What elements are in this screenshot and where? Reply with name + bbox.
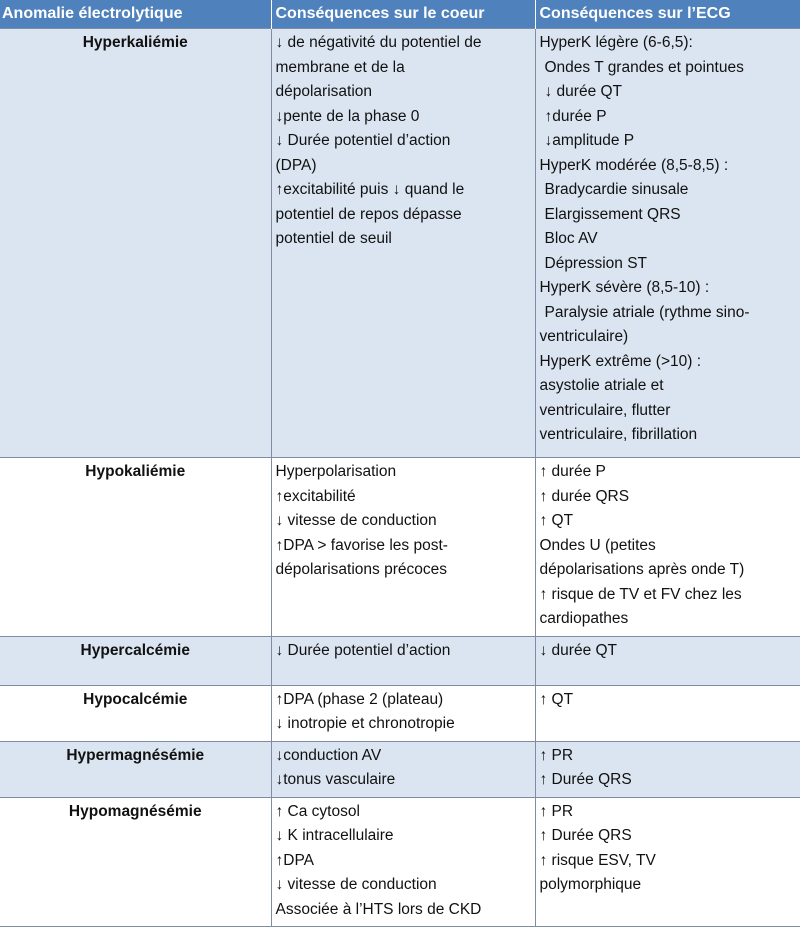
- heart-line: Hyperpolarisation: [275, 463, 397, 480]
- ecg-line: Ondes U (petites: [539, 536, 656, 554]
- ecg-cell: [535, 685, 800, 741]
- anomaly-cell: Hypomagnésémie: [0, 797, 271, 927]
- heart-cell: [271, 797, 535, 927]
- heart-cell: [271, 458, 535, 637]
- heart-line: Associée à l’HTS lors de CKD: [275, 900, 482, 918]
- ecg-line: Dépression ST: [544, 254, 648, 272]
- ecg-line: ↓amplitude P: [544, 132, 635, 149]
- heart-cell: [271, 741, 535, 797]
- heart-cell: [271, 685, 535, 741]
- ecg-line: ↑ durée QRS: [539, 487, 630, 505]
- heart-line: (DPA): [275, 156, 317, 174]
- ecg-line: ventriculaire, fibrillation: [539, 426, 698, 443]
- ecg-line: asystolie atriale et: [539, 377, 664, 394]
- ecg-line: HyperK sévère (8,5-10) :: [539, 279, 710, 296]
- ecg-line: ↓ durée QT: [544, 83, 623, 100]
- heart-line: ↓tonus vasculaire: [275, 771, 396, 788]
- table-row: [0, 741, 800, 797]
- anomaly-cell: Hypocalcémie: [0, 685, 271, 741]
- table-row: [0, 636, 800, 685]
- ecg-line: ↓ durée QT: [539, 641, 618, 659]
- heart-line: ↓ de négativité du potentiel de: [275, 34, 482, 51]
- ecg-cell: [535, 741, 800, 797]
- ecg-line: ventriculaire, flutter: [539, 401, 671, 419]
- ecg-line: cardiopathes: [539, 610, 629, 627]
- table-row: [0, 685, 800, 741]
- heart-line: ↓ vitesse de conduction: [275, 512, 437, 529]
- heart-line: ↓ Durée potentiel d’action: [275, 132, 451, 149]
- ecg-cell: [535, 797, 800, 927]
- heart-line: potentiel de seuil: [275, 230, 392, 247]
- ecg-line: Elargissement QRS: [544, 205, 681, 223]
- ecg-line: Bloc AV: [544, 230, 598, 247]
- anomaly-cell: Hypermagnésémie: [0, 741, 271, 797]
- anomaly-cell: Hypercalcémie: [0, 636, 271, 685]
- ecg-line: Paralysie atriale (rythme sino-: [544, 303, 750, 321]
- header-heart: Conséquences sur le coeur: [271, 0, 535, 29]
- ecg-line: ↑ PR: [539, 802, 574, 820]
- ecg-line: dépolarisations après onde T): [539, 561, 745, 578]
- heart-line: ↑excitabilité puis ↓ quand le: [275, 181, 465, 198]
- table-row: [0, 458, 800, 637]
- heart-line: ↑DPA: [275, 851, 314, 869]
- ecg-line: Bradycardie sinusale: [544, 181, 689, 198]
- header-anomaly: Anomalie électrolytique: [0, 0, 271, 29]
- ecg-line: HyperK extrême (>10) :: [539, 352, 702, 370]
- heart-cell: [271, 636, 535, 685]
- heart-line: membrane et de la: [275, 58, 405, 76]
- heart-line: ↓ Durée potentiel d’action: [275, 641, 451, 659]
- ecg-line: ↑ Durée QRS: [539, 771, 632, 788]
- ecg-line: ↑ PR: [539, 746, 574, 764]
- ecg-line: polymorphique: [539, 876, 642, 893]
- heart-line: ↓ inotropie et chronotropie: [275, 715, 455, 732]
- ecg-line: ↑ Durée QRS: [539, 827, 632, 844]
- ecg-line: ↑durée P: [544, 107, 607, 125]
- ecg-line: ↑ risque de TV et FV chez les: [539, 585, 742, 603]
- ecg-line: ↑ QT: [539, 690, 574, 708]
- header-ecg: Conséquences sur l’ECG: [535, 0, 800, 29]
- heart-line: ↑DPA > favorise les post-: [275, 536, 448, 554]
- ecg-cell: [535, 636, 800, 685]
- heart-line: ↓pente de la phase 0: [275, 107, 420, 125]
- header-row: [0, 0, 800, 29]
- heart-line: ↑ Ca cytosol: [275, 802, 360, 820]
- ecg-cell: [535, 29, 800, 458]
- heart-line: dépolarisations précoces: [275, 561, 447, 578]
- ecg-cell: [535, 458, 800, 637]
- ecg-line: HyperK légère (6-6,5):: [539, 34, 693, 51]
- heart-line: ↑excitabilité: [275, 487, 356, 505]
- ecg-line: ↑ risque ESV, TV: [539, 851, 656, 869]
- heart-cell: [271, 29, 535, 458]
- heart-line: ↓ K intracellulaire: [275, 827, 394, 844]
- ecg-line: HyperK modérée (8,5-8,5) :: [539, 156, 729, 174]
- heart-line: ↓conduction AV: [275, 746, 382, 764]
- anomaly-cell: Hyperkaliémie: [0, 29, 271, 458]
- heart-line: ↓ vitesse de conduction: [275, 876, 437, 893]
- ecg-line: Ondes T grandes et pointues: [544, 58, 744, 76]
- heart-line: dépolarisation: [275, 83, 373, 100]
- ecg-line: ventriculaire): [539, 328, 629, 345]
- anomaly-cell: Hypokaliémie: [0, 458, 271, 637]
- table-row: [0, 29, 800, 458]
- ecg-line: ↑ QT: [539, 512, 574, 529]
- ecg-line: ↑ durée P: [539, 463, 606, 480]
- heart-line: ↑DPA (phase 2 (plateau): [275, 690, 444, 708]
- table-row: [0, 797, 800, 927]
- heart-line: potentiel de repos dépasse: [275, 205, 462, 223]
